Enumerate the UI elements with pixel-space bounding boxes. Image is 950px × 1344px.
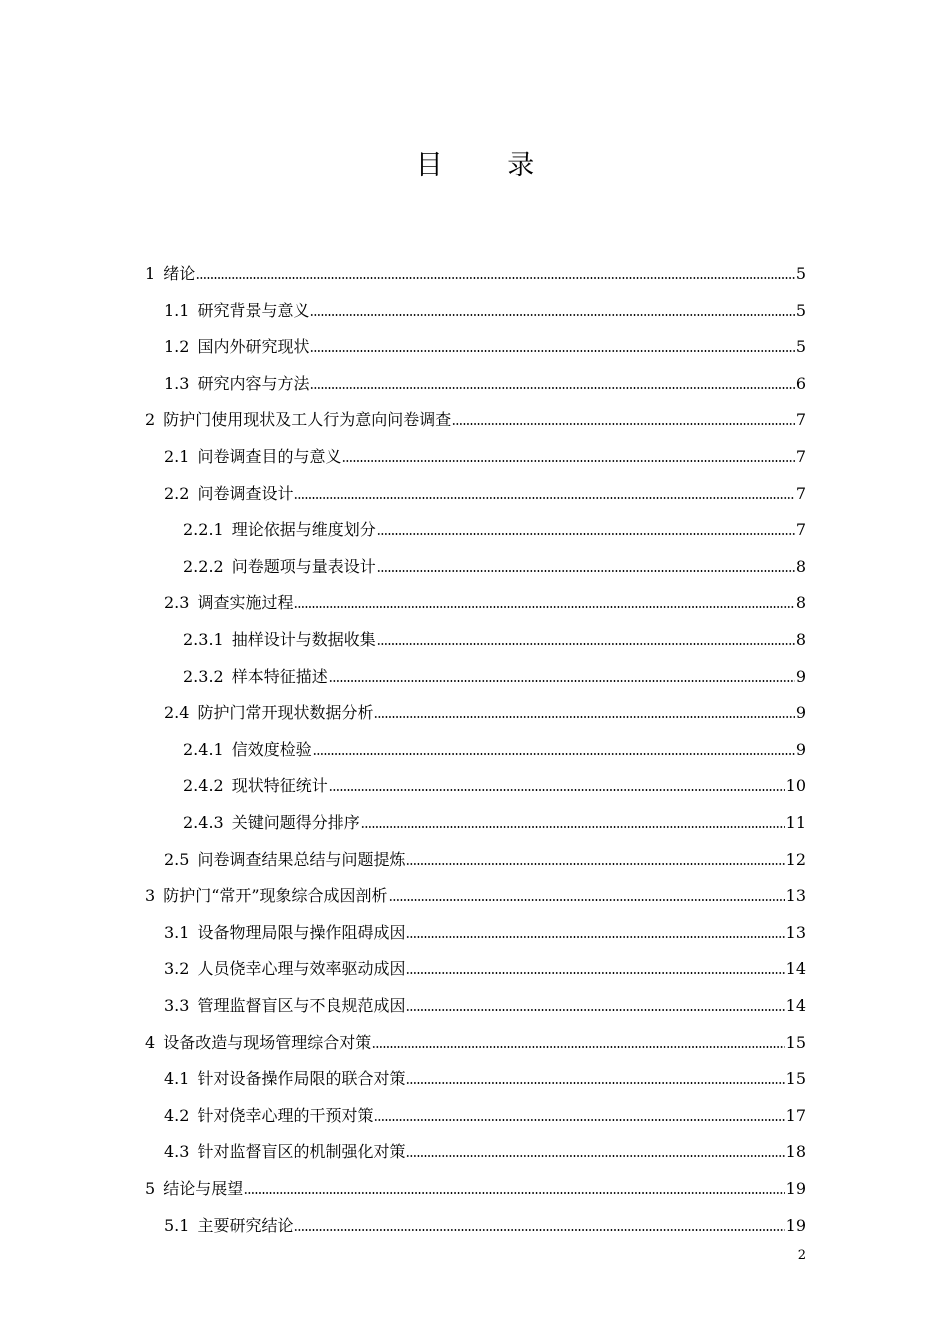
toc-entry-title: 问卷题项与量表设计 (231, 556, 376, 576)
toc-entry-page: 8 (795, 556, 806, 576)
toc-dot-leader (310, 313, 794, 317)
toc-entry-title: 绪论 (163, 264, 196, 283)
toc-entry-page: 15 (785, 1032, 806, 1052)
toc-dot-leader (406, 971, 784, 975)
toc-entry[interactable] (164, 907, 806, 943)
toc-dot-leader (374, 1118, 784, 1122)
toc-entry-number: 2.2 (164, 483, 190, 503)
toc-entry-page: 17 (785, 1105, 806, 1125)
toc-entry-title: 管理监督盲区与不良规范成因 (197, 996, 406, 1015)
toc-entry-title: 理论依据与维度划分 (231, 520, 376, 540)
toc-entry[interactable] (164, 1053, 806, 1089)
toc-entry-number: 4 (145, 1032, 156, 1052)
toc-entry-page: 14 (785, 959, 806, 979)
toc-dot-leader (406, 1154, 784, 1158)
toc-dot-leader (372, 1045, 784, 1049)
toc-entry-number: 4.1 (164, 1069, 190, 1089)
toc-entry-title: 国内外研究现状 (197, 337, 310, 357)
toc-dot-leader (310, 349, 794, 353)
toc-entry-page: 19 (785, 1179, 806, 1198)
toc-entry[interactable] (183, 797, 806, 833)
toc-entry-number: 3.1 (164, 922, 190, 942)
toc-entry-number: 2.4.1 (183, 739, 224, 759)
toc-entry-number: 2.4.3 (183, 813, 224, 832)
toc-entry-title: 关键问题得分排序 (231, 813, 360, 832)
toc-entry-title: 问卷调查结果总结与问题提炼 (197, 849, 406, 869)
toc-dot-leader (377, 569, 795, 573)
toc-dot-leader (452, 422, 795, 426)
toc-entry-title: 针对监督盲区的机制强化对策 (197, 1142, 406, 1162)
toc-entry-title: 针对侥幸心理的干预对策 (197, 1105, 374, 1125)
toc-entry-title: 问卷调查目的与意义 (197, 447, 342, 466)
toc-entry-number: 2.2.2 (183, 556, 224, 576)
toc-dot-leader (244, 1191, 784, 1195)
toc-entry[interactable] (183, 541, 806, 577)
toc-entry[interactable] (145, 870, 806, 906)
toc-entry-page: 13 (785, 922, 806, 942)
toc-entry-number: 5 (145, 1179, 156, 1198)
toc-entry-page: 11 (785, 813, 806, 832)
toc-entry-number: 2.3 (164, 593, 190, 613)
toc-entry-title: 防护门“常开”现象综合成因剖析 (163, 886, 388, 906)
toc-entry-title: 问卷调查设计 (197, 483, 294, 503)
toc-entry-number: 2.3.2 (183, 666, 224, 686)
toc-entry-page: 14 (785, 996, 806, 1015)
toc-entry[interactable] (164, 687, 806, 723)
toc-entry-number: 2.1 (164, 447, 190, 466)
toc-entry[interactable] (164, 468, 806, 504)
toc-entry-number: 3 (145, 886, 156, 906)
toc-entry[interactable] (145, 1017, 806, 1053)
toc-entry-number: 1.1 (164, 300, 190, 320)
toc-entry-number: 3.3 (164, 996, 190, 1015)
toc-dot-leader (196, 276, 795, 280)
toc-entry[interactable] (164, 980, 806, 1016)
toc-entry[interactable] (164, 285, 806, 321)
toc-entry-title: 现状特征统计 (231, 776, 328, 796)
toc-dot-leader (406, 935, 784, 939)
toc-dot-leader (377, 642, 795, 646)
toc-entry-title: 人员侥幸心理与效率驱动成因 (197, 959, 406, 979)
toc-entry-number: 2 (145, 410, 156, 430)
toc-entry[interactable] (164, 1126, 806, 1162)
toc-entry[interactable] (164, 577, 806, 613)
toc-entry-title: 针对设备操作局限的联合对策 (197, 1069, 406, 1089)
toc-entry-title: 研究内容与方法 (197, 373, 310, 393)
toc-entry-page: 10 (785, 776, 806, 796)
toc-entry-title: 样本特征描述 (231, 666, 328, 686)
toc-dot-leader (361, 825, 785, 829)
toc-entry-page: 13 (785, 886, 806, 906)
toc-dot-leader (342, 459, 794, 463)
toc-entry-page: 8 (795, 630, 806, 649)
toc-dot-leader (313, 752, 795, 756)
toc-entry-number: 1.2 (164, 337, 190, 357)
toc-dot-leader (406, 1008, 784, 1012)
toc-entry-title: 研究背景与意义 (197, 300, 310, 320)
toc-entry[interactable] (164, 1090, 806, 1126)
toc-entry-number: 1.3 (164, 373, 190, 393)
toc-entry-number: 2.4 (164, 703, 190, 723)
toc-entry-title: 调查实施过程 (197, 593, 294, 613)
toc-entry[interactable] (145, 248, 806, 284)
toc-entry-page: 7 (795, 410, 806, 430)
toc-dot-leader (329, 679, 795, 683)
toc-entry-page: 5 (795, 264, 806, 283)
toc-dot-leader (294, 605, 794, 609)
toc-entry[interactable] (164, 943, 806, 979)
toc-entry-page: 15 (785, 1069, 806, 1089)
toc-dot-leader (329, 788, 785, 792)
toc-entry[interactable] (145, 1163, 806, 1199)
toc-entry-number: 5.1 (164, 1215, 190, 1235)
toc-entry-title: 主要研究结论 (197, 1215, 294, 1235)
toc-entry[interactable] (183, 614, 806, 650)
toc-entry[interactable] (164, 834, 806, 870)
toc-dot-leader (374, 715, 794, 719)
toc-entry-title: 防护门使用现状及工人行为意向问卷调查 (163, 410, 452, 430)
toc-entry[interactable] (164, 321, 806, 357)
toc-entry-page: 8 (795, 593, 806, 613)
page-number: 2 (797, 1248, 806, 1263)
toc-entry-page: 19 (785, 1215, 806, 1235)
toc-entry-number: 4.2 (164, 1105, 190, 1125)
toc-entry-title: 结论与展望 (163, 1179, 244, 1198)
toc-entry-number: 2.2.1 (183, 520, 224, 540)
toc-entry-page: 5 (795, 300, 806, 320)
toc-dot-leader (389, 898, 785, 902)
toc-entry-page: 9 (795, 703, 806, 723)
toc-entry-number: 4.3 (164, 1142, 190, 1162)
toc-dot-leader (294, 496, 794, 500)
toc-dot-leader (406, 862, 784, 866)
toc-dot-leader (310, 386, 794, 390)
toc-entry-number: 1 (145, 264, 156, 283)
toc-entry[interactable] (183, 651, 806, 687)
toc-entry-page: 9 (795, 739, 806, 759)
toc-entry-title: 信效度检验 (231, 739, 312, 759)
toc-dot-leader (377, 532, 795, 536)
toc-entry[interactable] (145, 394, 806, 430)
toc-entry-title: 设备物理局限与操作阻碍成因 (197, 922, 406, 942)
toc-entry[interactable] (183, 760, 806, 796)
toc-entry[interactable] (164, 431, 806, 467)
toc-entry-title: 设备改造与现场管理综合对策 (163, 1032, 372, 1052)
toc-entry-title: 抽样设计与数据收集 (231, 630, 376, 649)
toc-entry-number: 3.2 (164, 959, 190, 979)
toc-entry[interactable] (164, 1200, 806, 1236)
toc-entry[interactable] (164, 358, 806, 394)
toc-dot-leader (406, 1081, 784, 1085)
toc-entry-title: 防护门常开现状数据分析 (197, 703, 374, 723)
toc-entry-page: 6 (795, 373, 806, 393)
toc-entry-page: 7 (795, 483, 806, 503)
toc-dot-leader (294, 1228, 784, 1232)
toc-entry[interactable] (183, 724, 806, 760)
toc-entry-page: 5 (795, 337, 806, 357)
toc-entry-page: 12 (785, 849, 806, 869)
toc-entry-number: 2.4.2 (183, 776, 224, 796)
toc-entry-number: 2.3.1 (183, 630, 224, 649)
toc-entry[interactable] (183, 504, 806, 540)
toc-title: 目 录 (415, 150, 563, 181)
toc-entry-page: 7 (795, 520, 806, 540)
toc-entry-page: 18 (785, 1142, 806, 1162)
toc-entry-page: 7 (795, 447, 806, 466)
toc-entry-page: 9 (795, 666, 806, 686)
toc-entry-number: 2.5 (164, 849, 190, 869)
